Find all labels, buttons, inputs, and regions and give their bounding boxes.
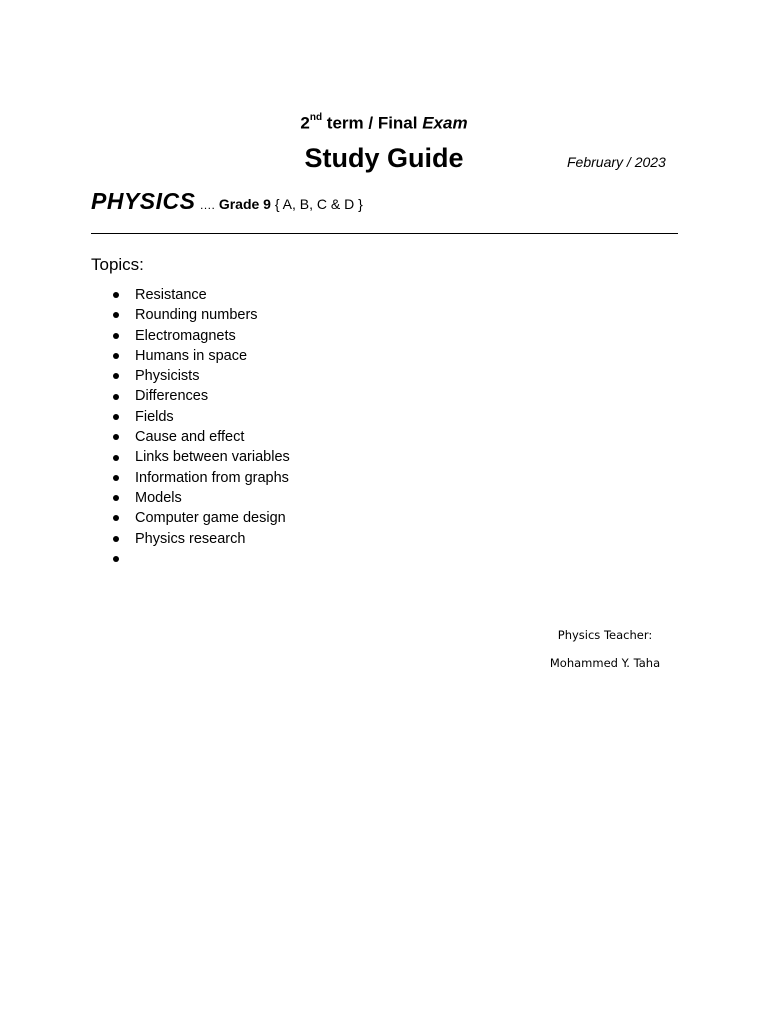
topic-label: Cause and effect bbox=[135, 429, 245, 446]
list-item bbox=[111, 366, 290, 386]
list-item bbox=[111, 488, 290, 508]
exam-date: February / 2023 bbox=[567, 154, 666, 170]
bullet-icon bbox=[113, 312, 119, 318]
bullet-icon bbox=[113, 434, 119, 440]
horizontal-divider bbox=[91, 233, 678, 234]
list-item bbox=[111, 549, 290, 569]
topic-label: Resistance bbox=[135, 287, 207, 303]
subject-line bbox=[91, 186, 363, 220]
list-item bbox=[111, 285, 290, 305]
grade-label: Grade 9 bbox=[218, 196, 271, 212]
sections-label: { A, B, C & D } bbox=[270, 196, 363, 212]
list-item bbox=[111, 447, 290, 467]
topic-label: Links between variables bbox=[135, 449, 290, 466]
bullet-icon bbox=[113, 394, 119, 400]
bullet-icon bbox=[113, 292, 119, 298]
term-text: term / Final bbox=[322, 113, 423, 133]
topic-label: Physicists bbox=[135, 368, 200, 385]
list-item bbox=[111, 305, 290, 325]
teacher-name: Mohammed Y. Taha bbox=[549, 656, 661, 670]
page-title: Study Guide bbox=[304, 143, 464, 173]
bullet-icon bbox=[113, 536, 119, 542]
subject-name: PHYSICS bbox=[91, 188, 196, 214]
topic-label: Rounding numbers bbox=[135, 307, 258, 324]
exam-word: Exam bbox=[422, 113, 468, 133]
subject-dots: …. bbox=[199, 198, 215, 212]
bullet-icon bbox=[113, 495, 119, 501]
topic-label: Differences bbox=[135, 388, 209, 405]
term-ordinal: 2 bbox=[300, 113, 310, 133]
list-item bbox=[111, 508, 290, 528]
topic-label: Information from graphs bbox=[135, 469, 289, 486]
list-item bbox=[111, 386, 290, 406]
term-suffix: nd bbox=[309, 112, 323, 123]
topic-list bbox=[111, 285, 290, 569]
bullet-icon bbox=[113, 556, 119, 562]
list-item bbox=[111, 326, 290, 346]
bullet-icon bbox=[113, 475, 119, 481]
list-item bbox=[111, 427, 290, 447]
list-item bbox=[111, 407, 290, 427]
list-item bbox=[111, 468, 290, 488]
list-item bbox=[111, 529, 290, 549]
bullet-icon bbox=[113, 373, 119, 379]
bullet-icon bbox=[113, 414, 119, 420]
exam-term-line bbox=[0, 109, 768, 135]
bullet-icon bbox=[113, 333, 119, 339]
topic-label: Fields bbox=[135, 408, 174, 425]
topics-heading: Topics: bbox=[91, 255, 144, 274]
bullet-icon bbox=[113, 455, 119, 461]
bullet-icon bbox=[113, 353, 119, 359]
topic-label: Humans in space bbox=[135, 347, 248, 364]
list-item bbox=[111, 346, 290, 366]
bullet-icon bbox=[113, 515, 119, 521]
topic-label: Models bbox=[135, 489, 182, 506]
topic-label: Electromagnets bbox=[135, 327, 236, 344]
topic-label: Physics research bbox=[135, 530, 246, 547]
teacher-label: Physics Teacher: bbox=[557, 628, 653, 642]
topic-label: Computer game design bbox=[135, 510, 286, 527]
